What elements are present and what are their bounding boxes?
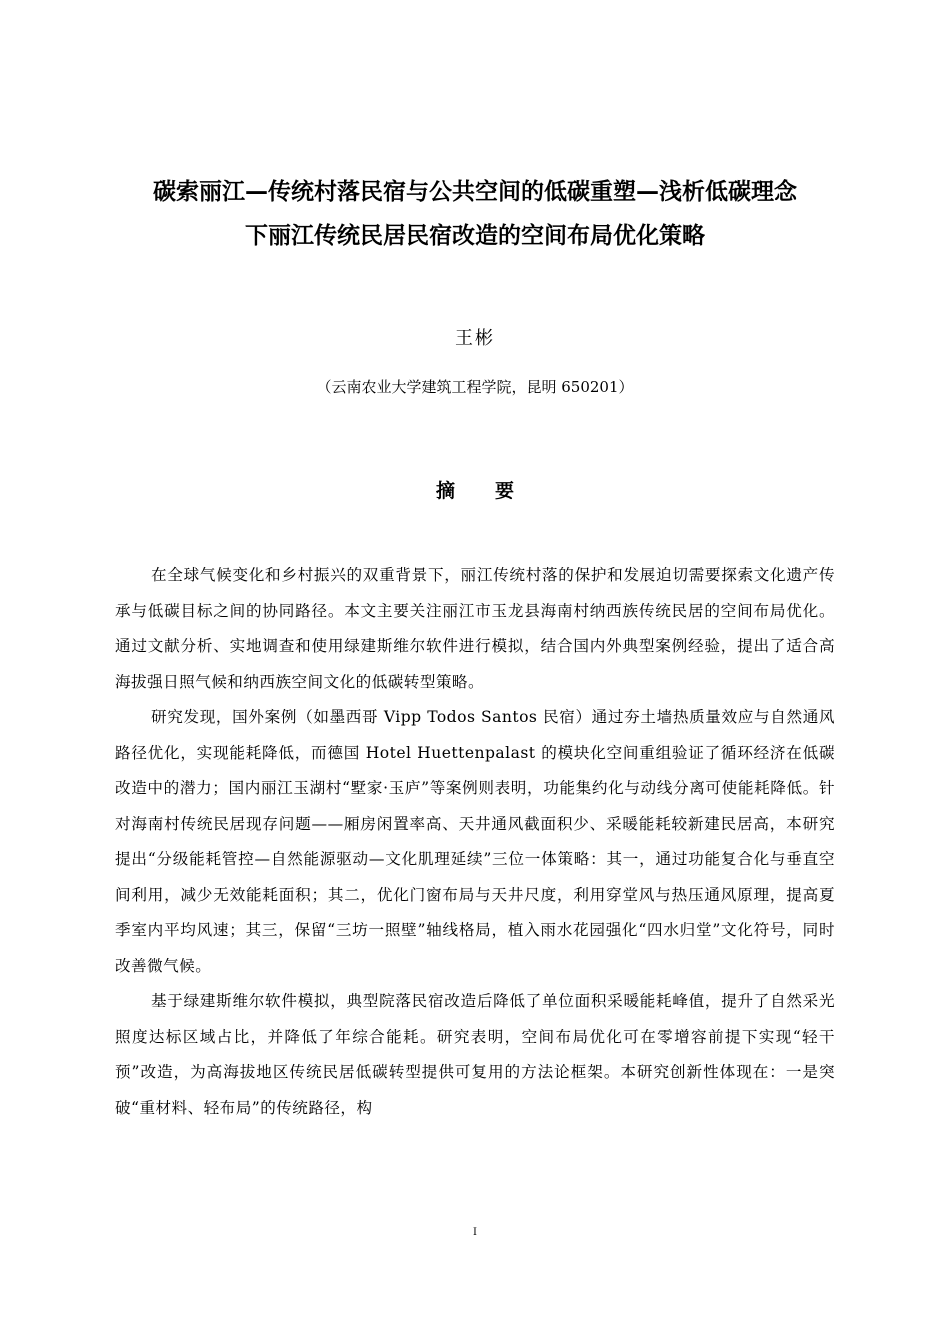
abstract-heading: 摘要 bbox=[435, 480, 554, 502]
abstract-paragraph-1: 在全球气候变化和乡村振兴的双重背景下，丽江传统村落的保护和发展迫切需要探索文化遗产传承与低碳目标之间的协同路径。本文主要关注丽江市玉龙县海南村纳西族传统民居的空间布局优化。通过文献分析、实地调查和使用绿建斯维尔软件进行模拟，结合国内外典型案例经验，提出了适合高海拔强日照气候和纳西族空间文化的低碳转型策略。 bbox=[115, 566, 835, 691]
author-name: 王彬 bbox=[455, 328, 495, 349]
paper-title-line-1: 碳索丽江—传统村落民宿与公共空间的低碳重塑—浅析低碳理念 bbox=[153, 179, 797, 205]
abstract-body bbox=[115, 558, 835, 1126]
paper-title bbox=[95, 170, 855, 258]
paper-title-line-2: 下丽江传统民居民宿改造的空间布局优化策略 bbox=[245, 223, 705, 249]
page-number: I bbox=[473, 1227, 477, 1238]
author-affiliation: （云南农业大学建筑工程学院，昆明 650201） bbox=[316, 378, 634, 396]
abstract-paragraph-2: 研究发现，国外案例（如墨西哥 Vipp Todos Santos 民宿）通过夯土墙热质量效应与自然通风路径优化，实现能耗降低，而德国 Hotel Huettenpalast 的模块化空间重组验证了循环经济在低碳改造中的潜力；国内丽江玉湖村“墅家·玉庐”等案例则表明，功能集约化与动线分离可使能耗降低。针对海南村传统民居现存问题——厢房闲置率高、天井通风截面积少、采暖能耗较新建民居高，本研究提出“分级能耗管控—自然能源驱动—文化肌理延续”三位一体策略：其一，通过功能复合化与垂直空间利用，减少无效能耗面积；其二，优化门窗布局与天井尺度，利用穿堂风与热压通风原理，提高夏季室内平均风速；其三，保留“三坊一照壁”轴线格局，植入雨水花园强化“四水归堂”文化符号，同时改善微气候。 bbox=[115, 708, 835, 975]
abstract-paragraph-3: 基于绿建斯维尔软件模拟，典型院落民宿改造后降低了单位面积采暖能耗峰值，提升了自然采光照度达标区域占比，并降低了年综合能耗。研究表明，空间布局优化可在零增容前提下实现“轻干预”改造，为高海拔地区传统民居低碳转型提供可复用的方法论框架。本研究创新性体现在：一是突破“重材料、轻布局”的传统路径，构 bbox=[115, 992, 835, 1117]
